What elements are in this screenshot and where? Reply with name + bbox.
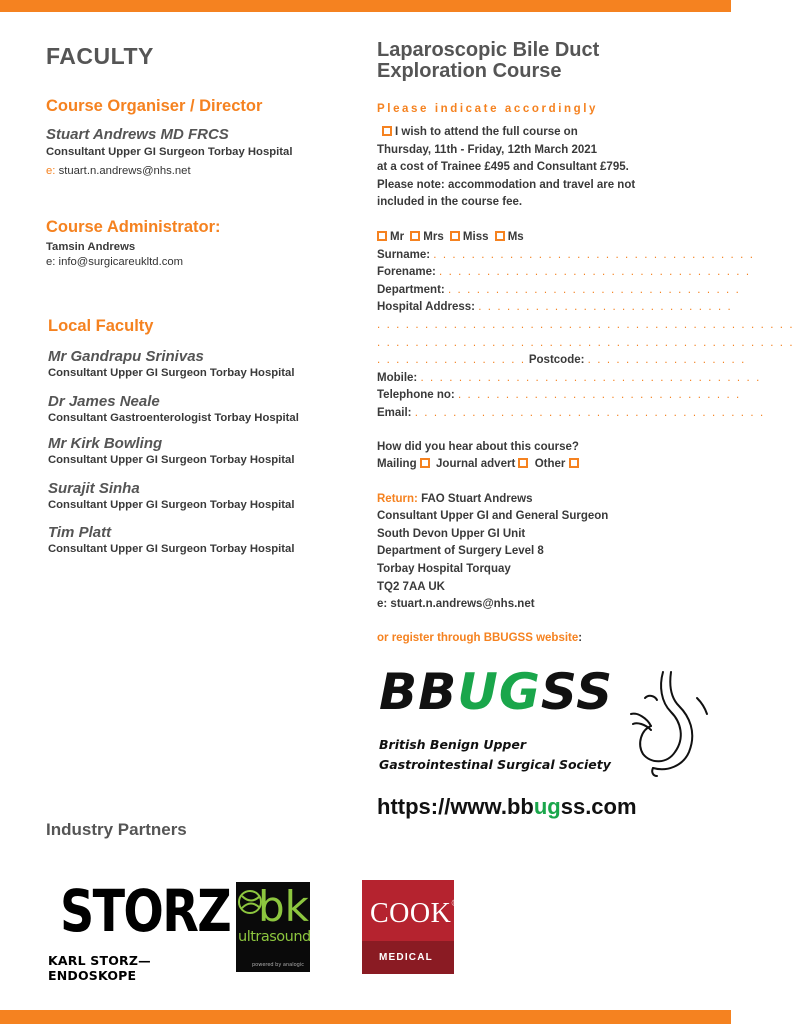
address-dots: . . . . . . . . . . . . . . . . . . . . . . . . . . . . . . . . . . . . . . . . . . . . xyxy=(377,318,794,331)
faculty-member xyxy=(48,524,346,555)
organiser-title: Course Organiser / Director xyxy=(46,97,263,115)
hear-other-checkbox[interactable] xyxy=(569,458,579,468)
department-dots: . . . . . . . . . . . . . . . . . . . . . . . . . . . . . . . xyxy=(447,283,741,296)
bbugss-subtitle xyxy=(379,735,611,775)
bk-subtitle: ultrasound xyxy=(238,929,311,945)
postcode-dots: . . . . . . . . . . . . . . . . . xyxy=(587,354,746,367)
return-line: TQ2 7AA UK xyxy=(377,580,445,593)
hear-about-block xyxy=(377,439,697,474)
register-line xyxy=(377,630,697,648)
salutation-mrs-checkbox[interactable] xyxy=(410,231,420,241)
faculty-member xyxy=(48,393,346,424)
bbugss-wordmark xyxy=(379,663,613,721)
return-line: FAO Stuart Andrews xyxy=(421,492,533,505)
return-address xyxy=(377,491,697,614)
faculty-member-role: Consultant Upper GI Surgeon Torbay Hospital xyxy=(48,454,295,466)
postcode-label: Postcode: xyxy=(528,354,585,367)
indicate-heading: Please indicate accordingly xyxy=(377,103,599,115)
hear-mailing-checkbox[interactable] xyxy=(420,458,430,468)
address-dots: . . . . . . . . . . . . . . . . . . . . . . . . . . . . . . . . . . . . . . . . . . . . xyxy=(377,336,794,349)
bbugss-logo xyxy=(377,663,717,783)
mobile-dots: . . . . . . . . . . . . . . . . . . . . . . . . . . . . . . . . . . . . xyxy=(420,371,761,384)
course-title-line-1: Laparoscopic Bile Duct xyxy=(377,39,600,61)
local-faculty-title: Local Faculty xyxy=(48,317,154,335)
storz-subtitle: KARL STORZ—ENDOSKOPE xyxy=(48,953,151,983)
attend-note-2: included in the course fee. xyxy=(377,196,523,209)
top-accent-bar xyxy=(0,0,731,12)
registration-column xyxy=(377,39,794,647)
url-part-post: ss.com xyxy=(560,794,637,819)
attend-note-1: Please note: accommodation and travel are not xyxy=(377,178,636,191)
course-title-line-2: Exploration Course xyxy=(377,60,562,82)
url-part-green: ug xyxy=(533,794,561,819)
salutation-row xyxy=(377,229,697,247)
surname-label: Surname: xyxy=(377,248,431,261)
salutation-mrs-label: Mrs xyxy=(423,230,444,243)
bbugss-wordmark-green: UG xyxy=(457,663,541,721)
faculty-member-name: Tim Platt xyxy=(48,524,112,541)
attend-line-1 xyxy=(377,124,697,142)
administrator-email[interactable]: e: info@surgicareukltd.com xyxy=(46,256,184,268)
faculty-member-name: Dr James Neale xyxy=(48,393,160,410)
postcode-field[interactable] xyxy=(377,352,746,370)
email-prefix: e: xyxy=(46,165,56,177)
surname-dots: . . . . . . . . . . . . . . . . . . . . . . . . . . . . . . . . . . xyxy=(433,248,755,261)
forename-label: Forename: xyxy=(377,266,436,279)
salutation-ms-checkbox[interactable] xyxy=(495,231,505,241)
organiser-role: Consultant Upper GI Surgeon Torbay Hospital xyxy=(46,146,293,158)
attend-text: I wish to attend the full course on xyxy=(395,126,578,138)
administrator-title: Course Administrator: xyxy=(46,218,221,236)
salutation-miss-label: Miss xyxy=(462,230,489,243)
faculty-member-role: Consultant Upper GI Surgeon Torbay Hospital xyxy=(48,543,295,555)
bk-ultrasound-logo xyxy=(236,882,310,972)
address-line[interactable] xyxy=(377,317,794,335)
return-line: Department of Surgery Level 8 xyxy=(377,545,544,558)
bbugss-wordmark-pre: BB xyxy=(379,663,458,721)
return-line: Consultant Upper GI and General Surgeon xyxy=(377,510,609,523)
storz-wordmark: STORZ xyxy=(60,877,231,945)
email-field[interactable] xyxy=(377,405,765,423)
organiser-email[interactable]: stuart.n.andrews@nhs.net xyxy=(58,165,191,177)
hospital-address-dots: . . . . . . . . . . . . . . . . . . . . . . . . . . . xyxy=(478,301,733,314)
return-line: South Devon Upper GI Unit xyxy=(377,527,526,540)
salutation-ms-label: Ms xyxy=(507,230,524,243)
bk-wordmark: bk xyxy=(258,882,309,931)
return-label: Return: xyxy=(377,492,418,505)
bk-tagline: powered by analogic xyxy=(252,962,304,968)
hear-journal-label: Journal advert xyxy=(436,458,516,471)
faculty-heading: FACULTY xyxy=(46,43,154,69)
faculty-member-role: Consultant Upper GI Surgeon Torbay Hospital xyxy=(48,499,295,511)
bbugss-subtitle-line-1: British Benign Upper xyxy=(379,737,527,752)
forename-dots: . . . . . . . . . . . . . . . . . . . . . . . . . . . . . . . . . xyxy=(439,266,751,279)
bbugss-website-link[interactable] xyxy=(377,794,637,820)
faculty-column xyxy=(46,40,346,555)
industry-partners-heading: Industry Partners xyxy=(46,820,187,839)
surname-field[interactable] xyxy=(377,247,755,265)
url-part-pre: https://www.bb xyxy=(377,794,534,819)
faculty-member-name: Surajit Sinha xyxy=(48,480,140,497)
salutation-mr-checkbox[interactable] xyxy=(377,231,387,241)
department-label: Department: xyxy=(377,283,445,296)
cook-medical-logo xyxy=(362,880,459,974)
cook-subtitle: MEDICAL xyxy=(379,952,433,963)
stomach-drawing-icon xyxy=(627,668,711,778)
department-field[interactable] xyxy=(377,282,741,300)
salutation-mr-label: Mr xyxy=(390,230,405,243)
address-dots: . . . . . . . . . . . . . . . . xyxy=(377,354,526,367)
local-faculty-list xyxy=(46,348,346,555)
telephone-label: Telephone no: xyxy=(377,389,455,402)
salutation-miss-checkbox[interactable] xyxy=(450,231,460,241)
faculty-member-role: Consultant Upper GI Surgeon Torbay Hospital xyxy=(48,367,295,379)
course-title xyxy=(377,40,697,82)
attend-cost: at a cost of Trainee £495 and Consultant £795. xyxy=(377,161,629,174)
register-text: or register through BBUGSS website xyxy=(377,631,579,644)
faculty-member xyxy=(48,435,346,466)
hear-mailing-label: Mailing xyxy=(377,458,417,471)
faculty-member-name: Mr Kirk Bowling xyxy=(48,435,163,452)
faculty-member-name: Mr Gandrapu Srinivas xyxy=(48,348,204,365)
hear-other-label: Other xyxy=(534,458,566,471)
return-line: Torbay Hospital Torquay xyxy=(377,563,511,576)
attend-checkbox[interactable] xyxy=(382,126,392,136)
attend-block xyxy=(377,124,697,212)
cook-word: COOK xyxy=(370,898,452,929)
hear-journal-checkbox[interactable] xyxy=(518,458,528,468)
organiser-email-line xyxy=(46,165,346,177)
hospital-address-label: Hospital Address: xyxy=(377,301,475,314)
register-colon: : xyxy=(578,631,583,644)
faculty-member-role: Consultant Gastroenterologist Torbay Hospital xyxy=(48,412,299,424)
attend-dates: Thursday, 11th - Friday, 12th March 2021 xyxy=(377,143,598,156)
karl-storz-logo xyxy=(46,877,231,983)
cook-registered-mark: ® xyxy=(451,898,459,908)
hospital-address-field[interactable] xyxy=(377,299,733,317)
organiser-name: Stuart Andrews MD FRCS xyxy=(46,126,229,143)
registration-form xyxy=(377,229,794,423)
telephone-field[interactable] xyxy=(377,387,741,405)
email-dots: . . . . . . . . . . . . . . . . . . . . . . . . . . . . . . . . . . . . . xyxy=(414,406,765,419)
cook-wordmark xyxy=(370,898,459,930)
email-label: Email: xyxy=(377,406,412,419)
telephone-dots: . . . . . . . . . . . . . . . . . . . . . . . . . . . . . . xyxy=(457,389,741,402)
hear-question: How did you hear about this course? xyxy=(377,440,579,453)
mobile-label: Mobile: xyxy=(377,371,418,384)
hear-options xyxy=(377,456,697,474)
bottom-accent-bar xyxy=(0,1010,731,1024)
bbugss-subtitle-line-2: Gastrointestinal Surgical Society xyxy=(379,757,611,772)
mobile-field[interactable] xyxy=(377,370,761,388)
faculty-member xyxy=(48,348,346,379)
return-email[interactable]: e: stuart.n.andrews@nhs.net xyxy=(377,598,535,611)
address-line[interactable] xyxy=(377,335,794,353)
bbugss-wordmark-post: SS xyxy=(540,663,614,721)
forename-field[interactable] xyxy=(377,264,751,282)
faculty-member xyxy=(48,480,346,511)
administrator-name: Tamsin Andrews xyxy=(46,241,136,253)
